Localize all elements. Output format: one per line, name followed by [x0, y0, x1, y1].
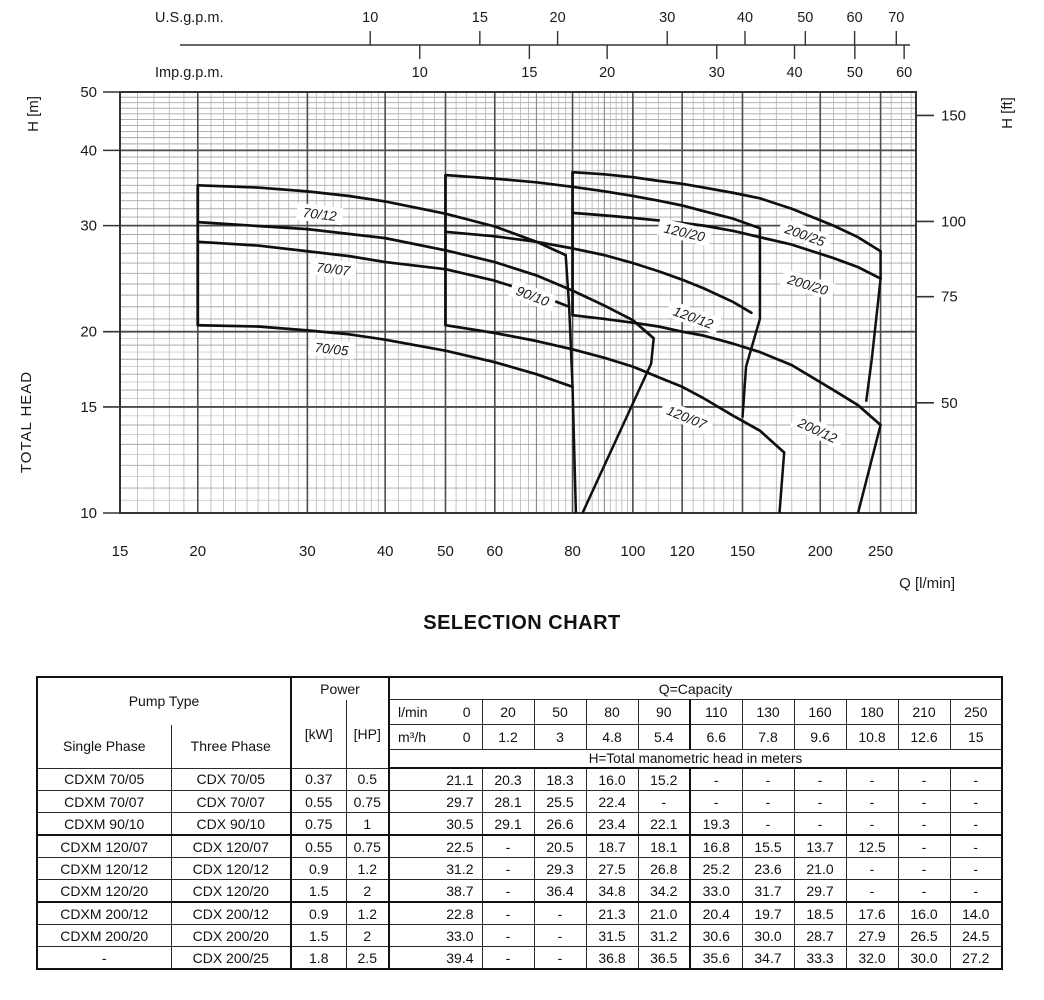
cell: - — [950, 880, 1002, 903]
svg-text:10: 10 — [362, 10, 379, 26]
svg-text:70: 70 — [888, 10, 905, 26]
svg-text:70/05: 70/05 — [313, 340, 350, 359]
section-title: SELECTION CHART — [423, 612, 621, 634]
cell: 0.37 — [291, 768, 346, 791]
lmin-value: 250 — [950, 700, 1002, 725]
cell: 2 — [346, 880, 389, 903]
pump-type-header: Pump Type — [37, 677, 291, 725]
cell: 28.7 — [794, 925, 846, 947]
cell: - — [846, 791, 898, 813]
selection-table-wrap — [36, 676, 1003, 970]
cell: 34.8 — [586, 880, 638, 903]
cell: 29.3 — [534, 858, 586, 880]
cell: - — [950, 768, 1002, 791]
cell: 22.8 — [389, 902, 482, 925]
cell: 22.4 — [586, 791, 638, 813]
cell: - — [898, 791, 950, 813]
cell: CDX 70/07 — [171, 791, 291, 813]
cell: - — [898, 835, 950, 858]
svg-text:15: 15 — [111, 543, 129, 560]
cell: CDXM 70/05 — [37, 768, 171, 791]
cell: 21.3 — [586, 902, 638, 925]
cell: 12.5 — [846, 835, 898, 858]
cell: - — [534, 902, 586, 925]
cell: 33.3 — [794, 947, 846, 970]
m3h-value: 5.4 — [638, 725, 690, 750]
cell: 21.1 — [389, 768, 482, 791]
cell: 30.0 — [742, 925, 794, 947]
cell: 0.75 — [346, 791, 389, 813]
svg-text:120/12: 120/12 — [671, 303, 716, 332]
cell: 19.7 — [742, 902, 794, 925]
cell: 36.8 — [586, 947, 638, 970]
svg-text:60: 60 — [896, 65, 913, 81]
cell: 23.4 — [586, 813, 638, 836]
cell: 30.5 — [389, 813, 482, 836]
table-row — [37, 880, 1002, 903]
cell: - — [37, 947, 171, 970]
table-row — [37, 925, 1002, 947]
cell: 34.7 — [742, 947, 794, 970]
cell: - — [690, 791, 742, 813]
m3h-value: 10.8 — [846, 725, 898, 750]
svg-text:60: 60 — [486, 543, 504, 560]
table-row — [37, 947, 1002, 970]
cell: - — [534, 947, 586, 970]
cell: - — [638, 791, 690, 813]
cell: 0.75 — [291, 813, 346, 836]
cell: 28.1 — [482, 791, 534, 813]
svg-text:70/07: 70/07 — [315, 259, 351, 279]
cell: CDXM 120/20 — [37, 880, 171, 903]
cell: - — [898, 880, 950, 903]
cell: - — [742, 791, 794, 813]
kw-header: [kW] — [291, 700, 346, 769]
svg-text:120: 120 — [669, 543, 695, 560]
cell: 38.7 — [389, 880, 482, 903]
svg-text:100: 100 — [620, 543, 646, 560]
svg-text:70/12: 70/12 — [302, 205, 338, 225]
cell: 0.55 — [291, 835, 346, 858]
cell: 23.6 — [742, 858, 794, 880]
cell: CDX 120/07 — [171, 835, 291, 858]
cell: CDX 120/20 — [171, 880, 291, 903]
cell: - — [950, 791, 1002, 813]
svg-text:H [m]: H [m] — [25, 96, 42, 132]
svg-text:40: 40 — [736, 10, 754, 26]
cell: CDXM 200/12 — [37, 902, 171, 925]
cell: 27.2 — [950, 947, 1002, 970]
cell: 27.5 — [586, 858, 638, 880]
cell: 2 — [346, 925, 389, 947]
cell: 24.5 — [950, 925, 1002, 947]
cell: 26.6 — [534, 813, 586, 836]
cell: 20.4 — [690, 902, 742, 925]
svg-text:120/20: 120/20 — [662, 220, 707, 245]
cell: - — [846, 858, 898, 880]
header-row-m3h — [37, 725, 1002, 750]
svg-text:200/20: 200/20 — [785, 271, 830, 299]
cell: 30.0 — [898, 947, 950, 970]
capacity-header: Q=Capacity — [389, 677, 1002, 700]
lmin-value: 180 — [846, 700, 898, 725]
cell: 25.5 — [534, 791, 586, 813]
cell: 29.7 — [794, 880, 846, 903]
power-header: Power — [291, 677, 389, 700]
svg-text:75: 75 — [941, 288, 958, 306]
cell: 34.2 — [638, 880, 690, 903]
cell: 0.9 — [291, 858, 346, 880]
cell: 16.0 — [898, 902, 950, 925]
cell: 29.7 — [389, 791, 482, 813]
cell: - — [482, 925, 534, 947]
cell: - — [794, 791, 846, 813]
svg-text:50: 50 — [941, 394, 958, 412]
cell: CDX 120/12 — [171, 858, 291, 880]
cell: 31.2 — [638, 925, 690, 947]
lmin-value: 50 — [534, 700, 586, 725]
m3h-value: 12.6 — [898, 725, 950, 750]
svg-text:120/07: 120/07 — [664, 402, 709, 433]
cell: 15.2 — [638, 768, 690, 791]
svg-text:50: 50 — [846, 65, 863, 81]
cell: 14.0 — [950, 902, 1002, 925]
selection-table — [36, 676, 1003, 970]
cell: CDX 200/20 — [171, 925, 291, 947]
cell: - — [794, 813, 846, 836]
svg-text:15: 15 — [471, 10, 488, 26]
cell: 33.0 — [690, 880, 742, 903]
cell: CDXM 90/10 — [37, 813, 171, 836]
cell: 16.0 — [586, 768, 638, 791]
svg-text:15: 15 — [521, 65, 538, 81]
cell: 18.1 — [638, 835, 690, 858]
cell: 33.0 — [389, 925, 482, 947]
cell: - — [846, 813, 898, 836]
single-phase-header: Single Phase — [37, 725, 171, 769]
lmin-value: 80 — [586, 700, 638, 725]
m3h-value: 1.2 — [482, 725, 534, 750]
table-row — [37, 858, 1002, 880]
cell: CDX 200/12 — [171, 902, 291, 925]
cell: 1 — [346, 813, 389, 836]
lmin-value: 90 — [638, 700, 690, 725]
cell: 31.5 — [586, 925, 638, 947]
cell: CDXM 120/12 — [37, 858, 171, 880]
cell: - — [950, 813, 1002, 836]
cell: 16.8 — [690, 835, 742, 858]
cell: CDX 70/05 — [171, 768, 291, 791]
cell: 1.5 — [291, 880, 346, 903]
table-row — [37, 813, 1002, 836]
cell: CDX 90/10 — [171, 813, 291, 836]
cell: 25.2 — [690, 858, 742, 880]
cell: - — [898, 813, 950, 836]
svg-text:40: 40 — [786, 65, 803, 81]
cell: 20.3 — [482, 768, 534, 791]
cell: 21.0 — [638, 902, 690, 925]
cell: 0.75 — [346, 835, 389, 858]
cell: - — [482, 880, 534, 903]
cell: - — [794, 768, 846, 791]
svg-text:U.S.g.p.m.: U.S.g.p.m. — [155, 10, 224, 26]
head-note: H=Total manometric head in meters — [389, 750, 1002, 769]
cell: - — [482, 835, 534, 858]
cell: 18.5 — [794, 902, 846, 925]
cell: 18.7 — [586, 835, 638, 858]
cell: - — [742, 768, 794, 791]
svg-text:150: 150 — [941, 107, 967, 125]
cell: CDX 200/25 — [171, 947, 291, 970]
svg-text:Imp.g.p.m.: Imp.g.p.m. — [155, 65, 224, 81]
svg-text:10: 10 — [411, 65, 428, 81]
cell: 13.7 — [794, 835, 846, 858]
cell: - — [534, 925, 586, 947]
cell: 21.0 — [794, 858, 846, 880]
cell: - — [482, 947, 534, 970]
cell: 36.4 — [534, 880, 586, 903]
table-row — [37, 791, 1002, 813]
cell: 1.5 — [291, 925, 346, 947]
svg-text:20: 20 — [549, 10, 566, 26]
cell: - — [846, 880, 898, 903]
svg-text:80: 80 — [564, 543, 581, 560]
svg-text:20: 20 — [599, 65, 616, 81]
hp-header: [HP] — [346, 700, 389, 769]
cell: 18.3 — [534, 768, 586, 791]
m3h-value: 7.8 — [742, 725, 794, 750]
cell: 26.8 — [638, 858, 690, 880]
cell: 22.1 — [638, 813, 690, 836]
svg-text:40: 40 — [80, 142, 97, 160]
cell: 19.3 — [690, 813, 742, 836]
table-row — [37, 902, 1002, 925]
cell: 2.5 — [346, 947, 389, 970]
cell: CDXM 200/20 — [37, 925, 171, 947]
cell: - — [482, 858, 534, 880]
svg-text:10: 10 — [80, 505, 97, 522]
m3h-value: 6.6 — [690, 725, 742, 750]
svg-text:15: 15 — [80, 398, 97, 416]
m3h-value: 4.8 — [586, 725, 638, 750]
cell: 30.6 — [690, 925, 742, 947]
cell: 27.9 — [846, 925, 898, 947]
cell: 35.6 — [690, 947, 742, 970]
cell: 1.2 — [346, 858, 389, 880]
svg-text:150: 150 — [729, 543, 755, 560]
svg-text:60: 60 — [846, 10, 863, 26]
svg-text:90/10: 90/10 — [514, 283, 552, 310]
cell: 29.1 — [482, 813, 534, 836]
svg-text:30: 30 — [299, 543, 316, 560]
svg-text:200: 200 — [807, 543, 833, 560]
svg-text:100: 100 — [941, 213, 967, 231]
svg-text:20: 20 — [80, 323, 97, 341]
svg-text:20: 20 — [189, 543, 207, 560]
cell: - — [950, 858, 1002, 880]
cell: 0.5 — [346, 768, 389, 791]
svg-text:40: 40 — [376, 543, 394, 560]
cell: 39.4 — [389, 947, 482, 970]
three-phase-header: Three Phase — [171, 725, 291, 769]
svg-text:30: 30 — [659, 10, 676, 26]
table-row — [37, 835, 1002, 858]
m3h-value: 15 — [950, 725, 1002, 750]
cell: 26.5 — [898, 925, 950, 947]
table-row — [37, 768, 1002, 791]
cell: 22.5 — [389, 835, 482, 858]
cell: 17.6 — [846, 902, 898, 925]
lmin-value: 130 — [742, 700, 794, 725]
cell: 15.5 — [742, 835, 794, 858]
cell: - — [690, 768, 742, 791]
cell: 1.8 — [291, 947, 346, 970]
cell: 20.5 — [534, 835, 586, 858]
cell: 0.55 — [291, 791, 346, 813]
svg-text:H [ft]: H [ft] — [999, 97, 1016, 129]
cell: - — [898, 768, 950, 791]
cell: - — [898, 858, 950, 880]
cell: 31.2 — [389, 858, 482, 880]
svg-text:30: 30 — [708, 65, 725, 81]
cell: 1.2 — [346, 902, 389, 925]
svg-text:TOTAL HEAD: TOTAL HEAD — [18, 370, 35, 474]
svg-text:50: 50 — [797, 10, 814, 26]
cell: 36.5 — [638, 947, 690, 970]
svg-text:50: 50 — [80, 84, 97, 101]
svg-text:50: 50 — [437, 543, 454, 560]
lmin-value: 20 — [482, 700, 534, 725]
lmin-value: 210 — [898, 700, 950, 725]
cell: 32.0 — [846, 947, 898, 970]
svg-text:200/25: 200/25 — [782, 221, 827, 250]
svg-text:30: 30 — [80, 217, 97, 235]
cell: 31.7 — [742, 880, 794, 903]
svg-text:250: 250 — [868, 543, 894, 560]
lmin-unit-cell: l/min 0 — [389, 700, 482, 725]
cell: - — [742, 813, 794, 836]
m3h-value: 9.6 — [794, 725, 846, 750]
cell: - — [846, 768, 898, 791]
svg-text:Q [l/min]: Q [l/min] — [899, 575, 955, 592]
cell: CDXM 70/07 — [37, 791, 171, 813]
lmin-value: 110 — [690, 700, 742, 725]
cell: CDXM 120/07 — [37, 835, 171, 858]
m3h-unit-cell: m³/h 0 — [389, 725, 482, 750]
cell: - — [482, 902, 534, 925]
m3h-value: 3 — [534, 725, 586, 750]
svg-text:200/12: 200/12 — [795, 415, 840, 447]
header-row-groups — [37, 677, 1002, 700]
cell: 0.9 — [291, 902, 346, 925]
cell: - — [950, 835, 1002, 858]
lmin-value: 160 — [794, 700, 846, 725]
